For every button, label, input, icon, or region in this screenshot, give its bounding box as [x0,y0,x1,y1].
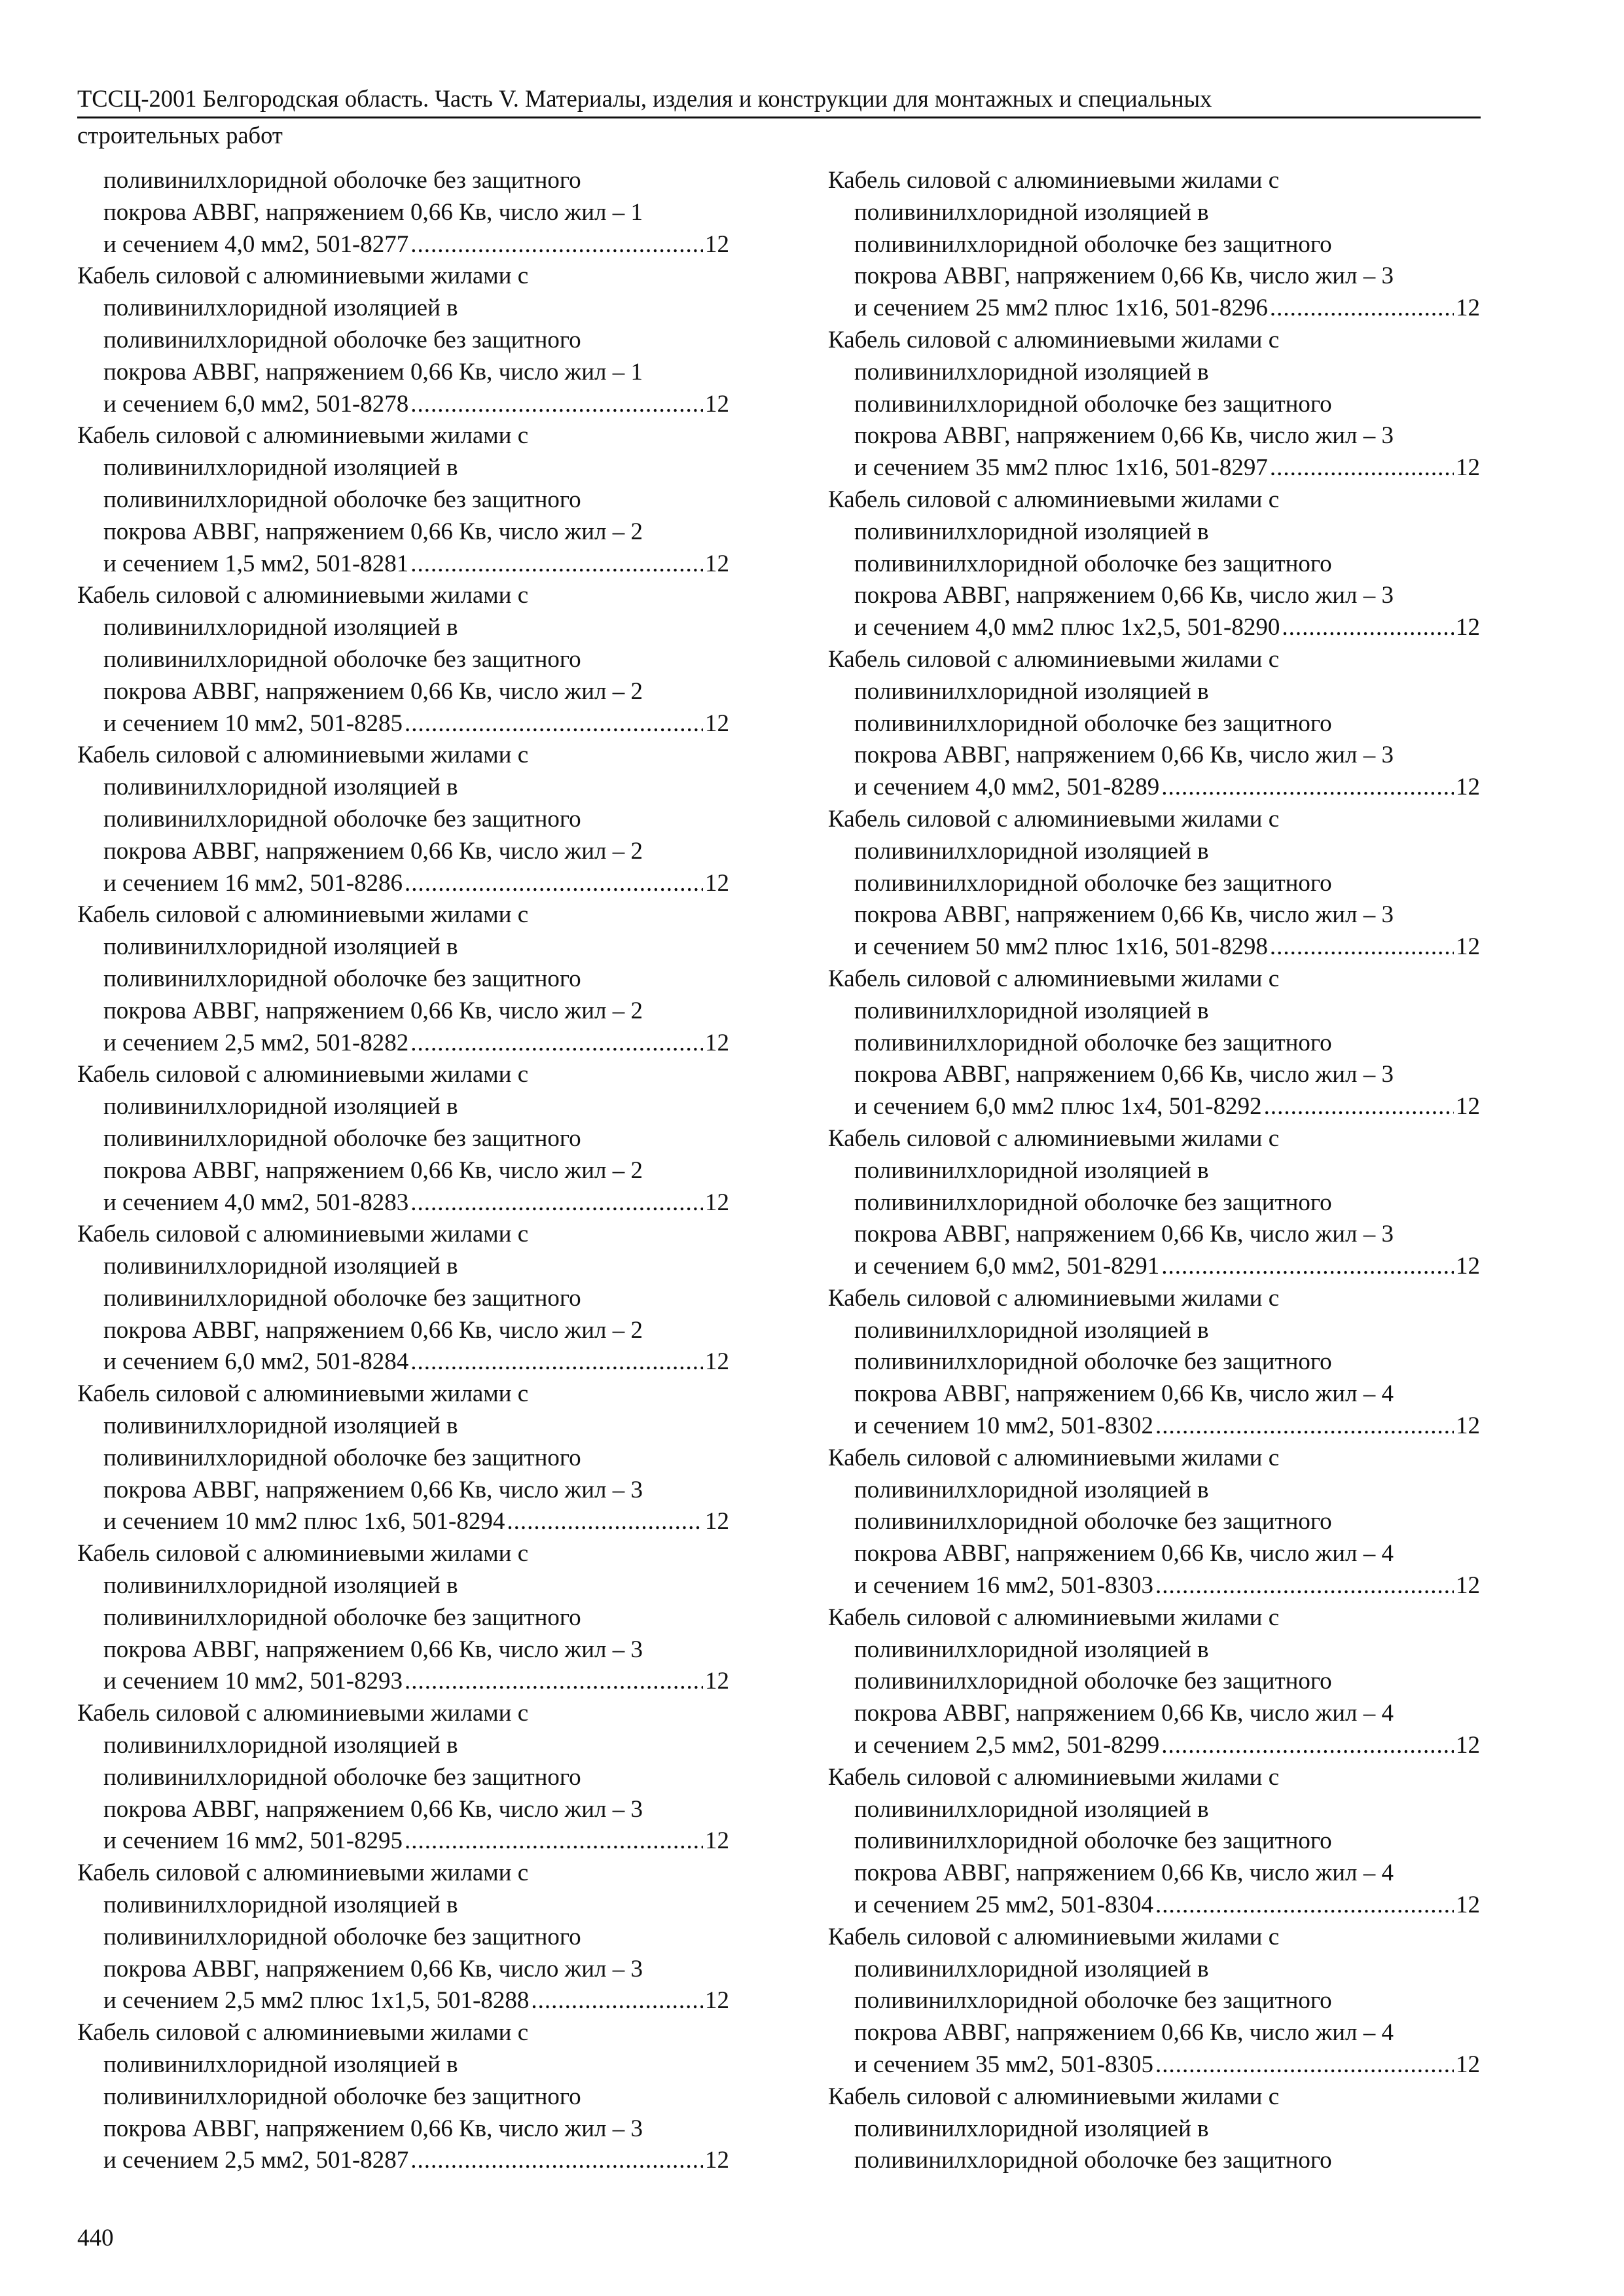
index-entry-line: поливинилхлоридной оболочке без защитного [103,1604,581,1631]
entry-page-ref: 12 [1456,933,1480,961]
index-entry [828,1443,1480,1602]
index-entry [828,804,1480,963]
index-entry-line: поливинилхлоридной изоляцией в [103,1732,458,1759]
index-entry-line: Кабель силовой с алюминиевыми жилами с [77,1540,529,1568]
index-entry-line: поливинилхлоридной изоляцией в [103,1892,458,1919]
index-entry-line: поливинилхлоридной изоляцией в [103,2051,458,2079]
index-entry-line: поливинилхлоридной оболочке без защитного [854,1668,1332,1695]
index-entry-line: покрова АВВГ, напряжением 0,66 Кв, число жил – 2 [103,1157,643,1184]
dot-leader [410,229,703,261]
index-entry [77,420,729,580]
dot-leader [410,1028,703,1060]
index-entry-line: покрова АВВГ, напряжением 0,66 Кв, число жил – 3 [103,1476,643,1503]
dot-leader [1270,452,1454,484]
index-entry-line: поливинилхлоридной изоляцией в [854,1476,1209,1503]
index-entry-line: поливинилхлоридной оболочке без защитного [103,645,581,673]
index-entry-line: поливинилхлоридной изоляцией в [854,1316,1209,1344]
index-entry-line: поливинилхлоридной оболочке без защитного [103,1923,581,1950]
entry-page-ref: 12 [1456,2051,1480,2079]
entry-text: и сечением 4,0 мм2, 501-8289 [854,774,1160,801]
dot-leader [507,1506,703,1538]
entry-page-ref: 12 [1456,1093,1480,1121]
index-entry-line: поливинилхлоридной изоляцией в [103,1572,458,1600]
index-entry-last-line [77,1825,729,1857]
index-entry-line: покрова АВВГ, напряжением 0,66 Кв, число жил – 3 [103,1795,643,1823]
entry-text: и сечением 2,5 мм2, 501-8282 [103,1029,409,1056]
index-entry-line: поливинилхлоридной оболочке без защитного [854,550,1332,577]
index-entry-line: поливинилхлоридной оболочке без защитного [854,709,1332,737]
page-number: 440 [77,2225,114,2251]
index-entry-line: Кабель силовой с алюминиевыми жилами с [828,2083,1280,2110]
header-title-line2: строительных работ [77,122,283,149]
entry-page-ref: 12 [705,869,729,897]
entry-page-ref: 12 [1456,295,1480,322]
index-entry-line: Кабель силовой с алюминиевыми жилами с [77,742,529,769]
index-entry-last-line [828,772,1480,804]
dot-leader [1155,1890,1454,1922]
index-entry-line: поливинилхлоридной оболочке без защитного [854,390,1332,418]
dot-leader [1161,1730,1454,1762]
dot-leader [531,1985,703,2017]
entry-text: и сечением 10 мм2 плюс 1х6, 501-8294 [103,1508,505,1535]
index-entry-line: Кабель силовой с алюминиевыми жилами с [77,2019,529,2047]
index-entry [77,580,729,740]
entry-page-ref: 12 [705,390,729,418]
dot-leader [410,2145,703,2177]
dot-leader [410,548,703,581]
entry-text: и сечением 35 мм2 плюс 1х16, 501-8297 [854,454,1268,482]
index-entry-line: покрова АВВГ, напряжением 0,66 Кв, число жил – 4 [854,1540,1394,1568]
index-entry [77,1857,729,2017]
index-entry-last-line [77,2145,729,2177]
entry-page-ref: 12 [1456,1892,1480,1919]
index-entry-line: поливинилхлоридной оболочке без защитного [103,1124,581,1152]
index-entry-line: поливинилхлоридной оболочке без защитного [854,1189,1332,1216]
index-entry-line: покрова АВВГ, напряжением 0,66 Кв, число жил – 4 [854,1700,1394,1727]
index-entry-line: поливинилхлоридной изоляцией в [103,614,458,641]
index-entry-line: покрова АВВГ, напряжением 0,66 Кв, число жил – 3 [854,422,1394,450]
index-entry-line: покрова АВВГ, напряжением 0,66 Кв, число жил – 2 [103,837,643,865]
index-entry-line: покрова АВВГ, напряжением 0,66 Кв, число жил – 3 [103,1636,643,1663]
index-entry-last-line [77,1187,729,1219]
dot-leader [410,1346,703,1378]
index-entry-line: Кабель силовой с алюминиевыми жилами с [828,1284,1280,1312]
index-entry-line: Кабель силовой с алюминиевыми жилами с [77,262,529,290]
index-entry-line: поливинилхлоридной изоляцией в [103,933,458,961]
index-entry [828,165,1480,325]
index-entry-last-line [828,1251,1480,1283]
index-entry-line: покрова АВВГ, напряжением 0,66 Кв, число жил – 4 [854,1380,1394,1408]
dot-leader [1161,1251,1454,1283]
dot-leader [1161,772,1454,804]
index-entry [828,325,1480,484]
index-entry-last-line [828,931,1480,963]
index-entry-last-line [77,1985,729,2017]
entry-text: и сечением 4,0 мм2, 501-8283 [103,1189,409,1216]
entry-page-ref: 12 [705,550,729,577]
index-entry-line: покрова АВВГ, напряжением 0,66 Кв, число жил – 3 [854,1061,1394,1088]
index-entry-line: Кабель силовой с алюминиевыми жилами с [828,1923,1280,1950]
entry-text: и сечением 35 мм2, 501-8305 [854,2051,1154,2079]
header-title-line1: ТССЦ-2001 Белгородская область. Часть V. Материалы, изделия и конструкции для монтажных и специальных [77,85,1212,112]
index-entry-last-line [77,708,729,740]
index-entry-last-line [828,612,1480,644]
index-entry-line: поливинилхлоридной оболочке без защитного [854,1029,1332,1056]
index-entry-line: поливинилхлоридной изоляцией в [103,1093,458,1121]
index-entry-line: покрова АВВГ, напряжением 0,66 Кв, число жил – 3 [854,1221,1394,1248]
index-entry-line: покрова АВВГ, напряжением 0,66 Кв, число жил – 2 [103,677,643,705]
entry-page-ref: 12 [705,230,729,258]
index-entry [828,484,1480,644]
index-entry-line: покрова АВВГ, напряжением 0,66 Кв, число жил – 3 [854,262,1394,290]
index-entry-line: Кабель силовой с алюминиевыми жилами с [77,582,529,609]
dot-leader [1282,612,1454,644]
running-header [77,84,1481,118]
index-entry [828,1762,1480,1922]
index-entry-line: покрова АВВГ, напряжением 0,66 Кв, число жил – 4 [854,1859,1394,1887]
index-entry-line: поливинилхлоридной изоляцией в [854,1636,1209,1663]
index-entry-line: поливинилхлоридной оболочке без защитного [103,2083,581,2110]
entry-text: и сечением 16 мм2, 501-8303 [854,1572,1154,1600]
index-entry-last-line [77,1346,729,1378]
entry-page-ref: 12 [705,1029,729,1056]
index-entry-line: Кабель силовой с алюминиевыми жилами с [828,1604,1280,1631]
entry-page-ref: 12 [705,1508,729,1535]
index-entry-line: Кабель силовой с алюминиевыми жилами с [828,965,1280,992]
entry-text: и сечением 10 мм2, 501-8285 [103,709,403,737]
index-entry-line: поливинилхлоридной оболочке без защитного [103,805,581,833]
index-entry-line: Кабель силовой с алюминиевыми жилами с [77,1859,529,1887]
index-entry-last-line [828,293,1480,325]
index-entry-last-line [828,1730,1480,1762]
dot-leader [405,708,703,740]
index-entry [828,1602,1480,1762]
dot-leader [405,1825,703,1857]
index-entry-line: Кабель силовой с алюминиевыми жилами с [828,486,1280,513]
index-entry-line: покрова АВВГ, напряжением 0,66 Кв, число жил – 3 [854,742,1394,769]
dot-leader [410,1187,703,1219]
index-entry-line: покрова АВВГ, напряжением 0,66 Кв, число жил – 2 [103,518,643,545]
dot-leader [1155,1570,1454,1602]
index-entry-line: поливинилхлоридной оболочке без защитного [854,1508,1332,1535]
dot-leader [1270,293,1454,325]
index-entry-line: поливинилхлоридной изоляцией в [854,1955,1209,1982]
index-entry-line: поливинилхлоридной оболочке без защитного [854,1827,1332,1855]
index-entry [828,963,1480,1123]
entry-page-ref: 12 [1456,1572,1480,1600]
index-entry-line: поливинилхлоридной оболочке без защитного [103,965,581,992]
index-entry-line: Кабель силовой с алюминиевыми жилами с [77,1221,529,1248]
index-entry-line: Кабель силовой с алюминиевыми жилами с [77,1380,529,1408]
index-entry-last-line [828,1570,1480,1602]
index-entry-line: поливинилхлоридной изоляцией в [854,997,1209,1024]
index-entry-line: Кабель силовой с алюминиевыми жилами с [828,805,1280,833]
dot-leader [1270,931,1454,963]
index-entry-last-line [77,548,729,581]
entry-text: и сечением 6,0 мм2, 501-8278 [103,390,409,418]
entry-text: и сечением 1,5 мм2, 501-8281 [103,550,409,577]
index-entry-last-line [828,1410,1480,1443]
index-entry-line: поливинилхлоридной оболочке без защитного [854,1348,1332,1376]
entry-text: и сечением 2,5 мм2 плюс 1х1,5, 501-8288 [103,1987,530,2015]
index-entry-line: поливинилхлоридной изоляцией в [854,2115,1209,2142]
entry-page-ref: 12 [1456,774,1480,801]
entry-text: и сечением 6,0 мм2, 501-8284 [103,1348,409,1376]
entry-text: и сечением 4,0 мм2 плюс 1х2,5, 501-8290 [854,614,1280,641]
index-entry-line: покрова АВВГ, напряжением 0,66 Кв, число жил – 3 [103,2115,643,2142]
entry-page-ref: 12 [1456,454,1480,482]
index-entry-line: поливинилхлоридной оболочке без защитного [854,869,1332,897]
index-entry-line: поливинилхлоридной изоляцией в [103,774,458,801]
index-entry-line: поливинилхлоридной изоляцией в [854,837,1209,865]
entry-page-ref: 12 [1456,1253,1480,1280]
index-entry-line: поливинилхлоридной изоляцией в [854,677,1209,705]
entry-page-ref: 12 [1456,1732,1480,1759]
index-entry-last-line [828,452,1480,484]
index-entry [828,1283,1480,1443]
index-entry-line: покрова АВВГ, напряжением 0,66 Кв, число жил – 2 [103,1316,643,1344]
index-entry-line: Кабель силовой с алюминиевыми жилами с [77,422,529,450]
index-entry [77,1538,729,1698]
index-entry-line: Кабель силовой с алюминиевыми жилами с [77,1061,529,1088]
index-entry-last-line [828,2049,1480,2081]
dot-leader [410,389,703,421]
index-column-right [828,165,1480,2177]
index-entry-last-line [77,1666,729,1698]
entry-page-ref: 12 [705,1348,729,1376]
entry-page-ref: 12 [705,1668,729,1695]
entry-text: и сечением 16 мм2, 501-8286 [103,869,403,897]
index-entry-line: поливинилхлоридной изоляцией в [103,454,458,482]
index-entry-last-line [828,1890,1480,1922]
index-column-left [77,165,729,2177]
index-entry-line: поливинилхлоридной изоляцией в [854,518,1209,545]
index-entry-line: покрова АВВГ, напряжением 0,66 Кв, число жил – 3 [854,582,1394,609]
index-entry-line: Кабель силовой с алюминиевыми жилами с [77,901,529,929]
index-entry-line: Кабель силовой с алюминиевыми жилами с [828,1444,1280,1471]
entry-text: и сечением 50 мм2 плюс 1х16, 501-8298 [854,933,1268,961]
dot-leader [1264,1091,1454,1123]
index-entry-line: поливинилхлоридной изоляцией в [103,1412,458,1440]
index-entry-last-line [77,229,729,261]
index-entry-line: поливинилхлоридной изоляцией в [854,198,1209,226]
index-entry [77,899,729,1059]
index-entry-line: Кабель силовой с алюминиевыми жилами с [828,645,1280,673]
index-entry-line: поливинилхлоридной оболочке без защитного [103,326,581,353]
entry-text: и сечением 6,0 мм2 плюс 1х4, 501-8292 [854,1093,1262,1121]
index-entry-line: покрова АВВГ, напряжением 0,66 Кв, число жил – 2 [103,997,643,1024]
index-entry-last-line [77,389,729,421]
index-entry [828,1922,1480,2081]
entry-text: и сечением 25 мм2, 501-8304 [854,1892,1154,1919]
index-entry-line: поливинилхлоридной оболочке без защитного [103,1284,581,1312]
index-entry-line: Кабель силовой с алюминиевыми жилами с [77,1700,529,1727]
entry-page-ref: 12 [705,2147,729,2174]
index-entry-line: поливинилхлоридной оболочке без защитного [103,486,581,513]
index-entry [828,644,1480,804]
index-entry [828,1123,1480,1283]
index-entry [77,1698,729,1857]
index-entry-line: поливинилхлоридной изоляцией в [854,1795,1209,1823]
index-entry-line: Кабель силовой с алюминиевыми жилами с [828,167,1280,194]
index-entry [77,1378,729,1538]
entry-text: и сечением 25 мм2 плюс 1х16, 501-8296 [854,295,1268,322]
index-entry-line: Кабель силовой с алюминиевыми жилами с [828,1763,1280,1791]
entry-text: и сечением 2,5 мм2, 501-8299 [854,1732,1160,1759]
index-entry-line: поливинилхлоридной оболочке без защитного [103,1763,581,1791]
index-entry [77,1219,729,1378]
index-entry-last-line [77,1028,729,1060]
index-entry-line: поливинилхлоридной изоляцией в [103,295,458,322]
index-entry [828,2081,1480,2177]
index-entry [77,740,729,899]
index-entry-line: Кабель силовой с алюминиевыми жилами с [828,326,1280,353]
index-entry-line: поливинилхлоридной оболочке без защитного [854,230,1332,258]
index-entry [77,1059,729,1219]
dot-leader [1155,1410,1454,1443]
index-entry-line: поливинилхлоридной оболочке без защитного [103,167,581,194]
index-entry-line: покрова АВВГ, напряжением 0,66 Кв, число жил – 1 [103,358,643,386]
entry-page-ref: 12 [705,709,729,737]
entry-text: и сечением 2,5 мм2, 501-8287 [103,2147,409,2174]
entry-page-ref: 12 [705,1827,729,1855]
index-entry-last-line [828,1091,1480,1123]
entry-page-ref: 12 [1456,614,1480,641]
entry-text: и сечением 16 мм2, 501-8295 [103,1827,403,1855]
index-entry-line: поливинилхлоридной изоляцией в [854,1157,1209,1184]
dot-leader [405,868,703,900]
index-entry-line: поливинилхлоридной оболочке без защитного [103,1444,581,1471]
index-entry [77,2017,729,2177]
dot-leader [405,1666,703,1698]
index-entry-line: Кабель силовой с алюминиевыми жилами с [828,1124,1280,1152]
entry-text: и сечением 4,0 мм2, 501-8277 [103,230,409,258]
index-entry-line: покрова АВВГ, напряжением 0,66 Кв, число жил – 4 [854,2019,1394,2047]
index-entry-line: поливинилхлоридной изоляцией в [854,358,1209,386]
entry-page-ref: 12 [1456,1412,1480,1440]
index-entry-line: поливинилхлоридной оболочке без защитного [854,2147,1332,2174]
dot-leader [1155,2049,1454,2081]
index-entry-last-line [77,868,729,900]
entry-text: и сечением 10 мм2, 501-8302 [854,1412,1154,1440]
index-entry-last-line [77,1506,729,1538]
index-entry [77,260,729,420]
entry-page-ref: 12 [705,1189,729,1216]
index-entry-line: поливинилхлоридной изоляцией в [103,1253,458,1280]
index-entry-line: покрова АВВГ, напряжением 0,66 Кв, число жил – 3 [103,1955,643,1982]
index-entry-line: поливинилхлоридной оболочке без защитного [854,1987,1332,2015]
index-entry-line: покрова АВВГ, напряжением 0,66 Кв, число жил – 3 [854,901,1394,929]
index-entry-line: покрова АВВГ, напряжением 0,66 Кв, число жил – 1 [103,198,643,226]
entry-page-ref: 12 [705,1987,729,2015]
index-entry [77,165,729,260]
entry-text: и сечением 6,0 мм2, 501-8291 [854,1253,1160,1280]
entry-text: и сечением 10 мм2, 501-8293 [103,1668,403,1695]
